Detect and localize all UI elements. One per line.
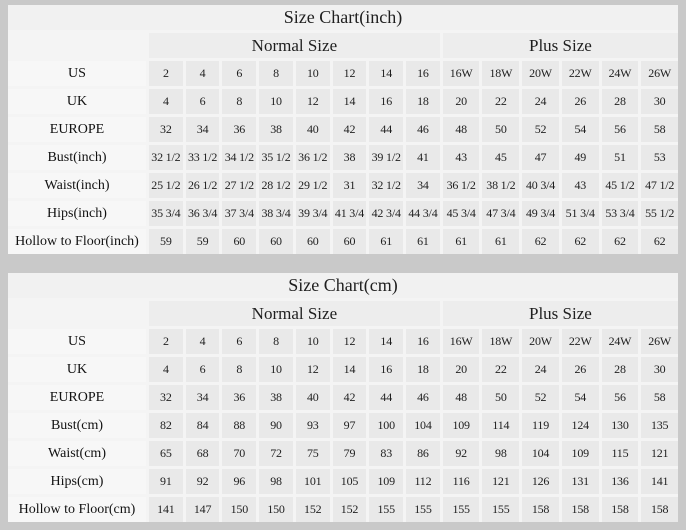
row-label: Hollow to Floor(inch) xyxy=(8,229,146,254)
size-cell: 92 xyxy=(186,469,220,494)
size-cell: 52 xyxy=(522,385,559,410)
size-cell: 26 xyxy=(562,357,599,382)
corner-cell xyxy=(8,33,146,58)
size-cell: 14 xyxy=(369,329,403,354)
size-cell: 34 xyxy=(186,385,220,410)
row-label: Waist(cm) xyxy=(8,441,146,466)
size-cell: 27 1/2 xyxy=(222,173,256,198)
size-cell: 20 xyxy=(443,357,480,382)
size-cell: 58 xyxy=(641,385,678,410)
size-cell: 93 xyxy=(296,413,330,438)
size-cell: 10 xyxy=(259,357,293,382)
size-cell: 55 1/2 xyxy=(641,201,678,226)
size-cell: 62 xyxy=(522,229,559,254)
size-cell: 114 xyxy=(482,413,519,438)
size-cell: 53 xyxy=(641,145,678,170)
size-cell: 10 xyxy=(296,61,330,86)
size-cell: 96 xyxy=(222,469,256,494)
size-cell: 8 xyxy=(259,329,293,354)
size-cell: 38 xyxy=(333,145,367,170)
row-label: Hips(cm) xyxy=(8,469,146,494)
size-cell: 56 xyxy=(602,385,639,410)
chart-title: Size Chart(cm) xyxy=(8,273,678,298)
size-cell: 50 xyxy=(482,117,519,142)
size-cell: 83 xyxy=(369,441,403,466)
size-cell: 22 xyxy=(482,89,519,114)
size-cell: 38 3/4 xyxy=(259,201,293,226)
size-cell: 28 xyxy=(602,357,639,382)
size-cell: 24W xyxy=(602,61,639,86)
size-cell: 35 1/2 xyxy=(259,145,293,170)
size-cell: 28 1/2 xyxy=(259,173,293,198)
size-cell: 8 xyxy=(259,61,293,86)
size-cell: 34 1/2 xyxy=(222,145,256,170)
size-cell: 68 xyxy=(186,441,220,466)
normal-size-header: Normal Size xyxy=(149,33,440,58)
size-cell: 26W xyxy=(641,329,678,354)
size-cell: 16 xyxy=(369,357,403,382)
size-cell: 43 xyxy=(443,145,480,170)
size-cell: 59 xyxy=(149,229,183,254)
row-label: US xyxy=(8,61,146,86)
size-cell: 24 xyxy=(522,89,559,114)
size-cell: 12 xyxy=(296,357,330,382)
size-cell: 98 xyxy=(259,469,293,494)
size-cell: 158 xyxy=(602,497,639,522)
size-cell: 14 xyxy=(369,61,403,86)
size-cell: 53 3/4 xyxy=(602,201,639,226)
size-chart-cm-table xyxy=(8,273,678,522)
size-cell: 16 xyxy=(406,329,440,354)
size-cell: 45 1/2 xyxy=(602,173,639,198)
size-cell: 44 xyxy=(369,117,403,142)
size-cell: 49 3/4 xyxy=(522,201,559,226)
size-cell: 116 xyxy=(443,469,480,494)
size-cell: 60 xyxy=(333,229,367,254)
size-cell: 16 xyxy=(369,89,403,114)
size-cell: 16W xyxy=(443,329,480,354)
normal-size-header: Normal Size xyxy=(149,301,440,326)
size-cell: 24 xyxy=(522,357,559,382)
size-cell: 8 xyxy=(222,357,256,382)
size-cell: 131 xyxy=(562,469,599,494)
size-cell: 45 xyxy=(482,145,519,170)
size-cell: 109 xyxy=(369,469,403,494)
size-cell: 60 xyxy=(296,229,330,254)
size-cell: 2 xyxy=(149,329,183,354)
size-cell: 135 xyxy=(641,413,678,438)
size-cell: 109 xyxy=(443,413,480,438)
size-cell: 14 xyxy=(333,89,367,114)
size-cell: 44 xyxy=(369,385,403,410)
size-cell: 51 3/4 xyxy=(562,201,599,226)
size-cell: 30 xyxy=(641,357,678,382)
size-cell: 42 3/4 xyxy=(369,201,403,226)
size-cell: 92 xyxy=(443,441,480,466)
size-cell: 88 xyxy=(222,413,256,438)
size-cell: 61 xyxy=(443,229,480,254)
size-cell: 26 xyxy=(562,89,599,114)
size-cell: 45 3/4 xyxy=(443,201,480,226)
size-cell: 38 xyxy=(259,117,293,142)
size-cell: 70 xyxy=(222,441,256,466)
size-cell: 150 xyxy=(259,497,293,522)
size-cell: 155 xyxy=(369,497,403,522)
size-cell: 90 xyxy=(259,413,293,438)
size-chart-inch-table xyxy=(8,5,678,254)
size-cell: 40 xyxy=(296,385,330,410)
size-cell: 109 xyxy=(562,441,599,466)
size-cell: 20 xyxy=(443,89,480,114)
size-cell: 52 xyxy=(522,117,559,142)
row-label: Hollow to Floor(cm) xyxy=(8,497,146,522)
size-cell: 47 3/4 xyxy=(482,201,519,226)
size-cell: 18W xyxy=(482,61,519,86)
row-label: Waist(inch) xyxy=(8,173,146,198)
size-cell: 58 xyxy=(641,117,678,142)
size-cell: 48 xyxy=(443,117,480,142)
size-cell: 14 xyxy=(333,357,367,382)
chart-title: Size Chart(inch) xyxy=(8,5,678,30)
size-cell: 10 xyxy=(259,89,293,114)
size-cell: 36 xyxy=(222,117,256,142)
size-cell: 51 xyxy=(602,145,639,170)
size-cell: 86 xyxy=(406,441,440,466)
size-cell: 6 xyxy=(222,329,256,354)
size-cell: 60 xyxy=(222,229,256,254)
row-label: UK xyxy=(8,89,146,114)
size-cell: 30 xyxy=(641,89,678,114)
size-cell: 75 xyxy=(296,441,330,466)
size-cell: 38 xyxy=(259,385,293,410)
size-cell: 18 xyxy=(406,357,440,382)
size-cell: 54 xyxy=(562,385,599,410)
plus-size-header: Plus Size xyxy=(443,33,678,58)
size-cell: 33 1/2 xyxy=(186,145,220,170)
size-cell: 28 xyxy=(602,89,639,114)
size-cell: 10 xyxy=(296,329,330,354)
size-cell: 91 xyxy=(149,469,183,494)
size-cell: 60 xyxy=(259,229,293,254)
size-cell: 29 1/2 xyxy=(296,173,330,198)
size-cell: 12 xyxy=(333,61,367,86)
size-cell: 12 xyxy=(333,329,367,354)
row-label: EUROPE xyxy=(8,385,146,410)
size-cell: 104 xyxy=(522,441,559,466)
size-cell: 141 xyxy=(149,497,183,522)
size-cell: 42 xyxy=(333,385,367,410)
size-cell: 43 xyxy=(562,173,599,198)
size-cell: 16 xyxy=(406,61,440,86)
size-cell: 6 xyxy=(186,89,220,114)
size-cell: 34 xyxy=(406,173,440,198)
size-cell: 126 xyxy=(522,469,559,494)
row-label: US xyxy=(8,329,146,354)
size-cell: 12 xyxy=(296,89,330,114)
size-cell: 48 xyxy=(443,385,480,410)
size-cell: 152 xyxy=(296,497,330,522)
size-cell: 2 xyxy=(149,61,183,86)
plus-size-header: Plus Size xyxy=(443,301,678,326)
size-cell: 121 xyxy=(482,469,519,494)
size-cell: 20W xyxy=(522,61,559,86)
size-cell: 101 xyxy=(296,469,330,494)
size-cell: 105 xyxy=(333,469,367,494)
size-cell: 18W xyxy=(482,329,519,354)
size-cell: 20W xyxy=(522,329,559,354)
size-cell: 82 xyxy=(149,413,183,438)
size-cell: 97 xyxy=(333,413,367,438)
size-cell: 158 xyxy=(641,497,678,522)
size-cell: 49 xyxy=(562,145,599,170)
size-cell: 47 xyxy=(522,145,559,170)
size-cell: 62 xyxy=(562,229,599,254)
size-cell: 46 xyxy=(406,117,440,142)
size-cell: 61 xyxy=(482,229,519,254)
size-cell: 65 xyxy=(149,441,183,466)
size-cell: 16W xyxy=(443,61,480,86)
size-cell: 31 xyxy=(333,173,367,198)
size-cell: 62 xyxy=(602,229,639,254)
size-cell: 79 xyxy=(333,441,367,466)
size-cell: 40 xyxy=(296,117,330,142)
size-cell: 50 xyxy=(482,385,519,410)
size-cell: 46 xyxy=(406,385,440,410)
size-cell: 41 3/4 xyxy=(333,201,367,226)
size-cell: 26W xyxy=(641,61,678,86)
row-label: UK xyxy=(8,357,146,382)
size-cell: 56 xyxy=(602,117,639,142)
corner-cell xyxy=(8,301,146,326)
size-cell: 4 xyxy=(186,61,220,86)
size-cell: 35 3/4 xyxy=(149,201,183,226)
row-label: Hips(inch) xyxy=(8,201,146,226)
size-cell: 121 xyxy=(641,441,678,466)
size-cell: 104 xyxy=(406,413,440,438)
row-label: Bust(cm) xyxy=(8,413,146,438)
size-cell: 152 xyxy=(333,497,367,522)
size-cell: 36 1/2 xyxy=(296,145,330,170)
size-cell: 38 1/2 xyxy=(482,173,519,198)
size-cell: 22W xyxy=(562,61,599,86)
size-cell: 112 xyxy=(406,469,440,494)
size-cell: 4 xyxy=(149,357,183,382)
size-cell: 40 3/4 xyxy=(522,173,559,198)
size-cell: 158 xyxy=(562,497,599,522)
size-cell: 155 xyxy=(482,497,519,522)
size-cell: 61 xyxy=(369,229,403,254)
size-cell: 72 xyxy=(259,441,293,466)
size-cell: 98 xyxy=(482,441,519,466)
size-cell: 32 1/2 xyxy=(369,173,403,198)
size-cell: 155 xyxy=(406,497,440,522)
size-cell: 61 xyxy=(406,229,440,254)
size-cell: 6 xyxy=(186,357,220,382)
size-cell: 47 1/2 xyxy=(641,173,678,198)
size-cell: 141 xyxy=(641,469,678,494)
size-cell: 54 xyxy=(562,117,599,142)
size-cell: 6 xyxy=(222,61,256,86)
size-cell: 44 3/4 xyxy=(406,201,440,226)
size-cell: 26 1/2 xyxy=(186,173,220,198)
size-cell: 34 xyxy=(186,117,220,142)
size-cell: 25 1/2 xyxy=(149,173,183,198)
size-cell: 119 xyxy=(522,413,559,438)
size-cell: 22W xyxy=(562,329,599,354)
size-cell: 124 xyxy=(562,413,599,438)
size-cell: 39 3/4 xyxy=(296,201,330,226)
size-cell: 100 xyxy=(369,413,403,438)
size-cell: 18 xyxy=(406,89,440,114)
size-cell: 42 xyxy=(333,117,367,142)
row-label: EUROPE xyxy=(8,117,146,142)
size-cell: 8 xyxy=(222,89,256,114)
size-cell: 37 3/4 xyxy=(222,201,256,226)
size-cell: 136 xyxy=(602,469,639,494)
size-cell: 32 xyxy=(149,385,183,410)
size-cell: 24W xyxy=(602,329,639,354)
size-cell: 39 1/2 xyxy=(369,145,403,170)
size-cell: 130 xyxy=(602,413,639,438)
size-cell: 4 xyxy=(186,329,220,354)
size-cell: 59 xyxy=(186,229,220,254)
size-cell: 62 xyxy=(641,229,678,254)
size-cell: 22 xyxy=(482,357,519,382)
size-cell: 32 1/2 xyxy=(149,145,183,170)
size-cell: 155 xyxy=(443,497,480,522)
size-cell: 84 xyxy=(186,413,220,438)
size-cell: 32 xyxy=(149,117,183,142)
size-cell: 36 3/4 xyxy=(186,201,220,226)
size-cell: 36 xyxy=(222,385,256,410)
size-cell: 158 xyxy=(522,497,559,522)
size-cell: 150 xyxy=(222,497,256,522)
size-cell: 36 1/2 xyxy=(443,173,480,198)
size-cell: 115 xyxy=(602,441,639,466)
row-label: Bust(inch) xyxy=(8,145,146,170)
size-cell: 147 xyxy=(186,497,220,522)
size-cell: 4 xyxy=(149,89,183,114)
size-cell: 41 xyxy=(406,145,440,170)
